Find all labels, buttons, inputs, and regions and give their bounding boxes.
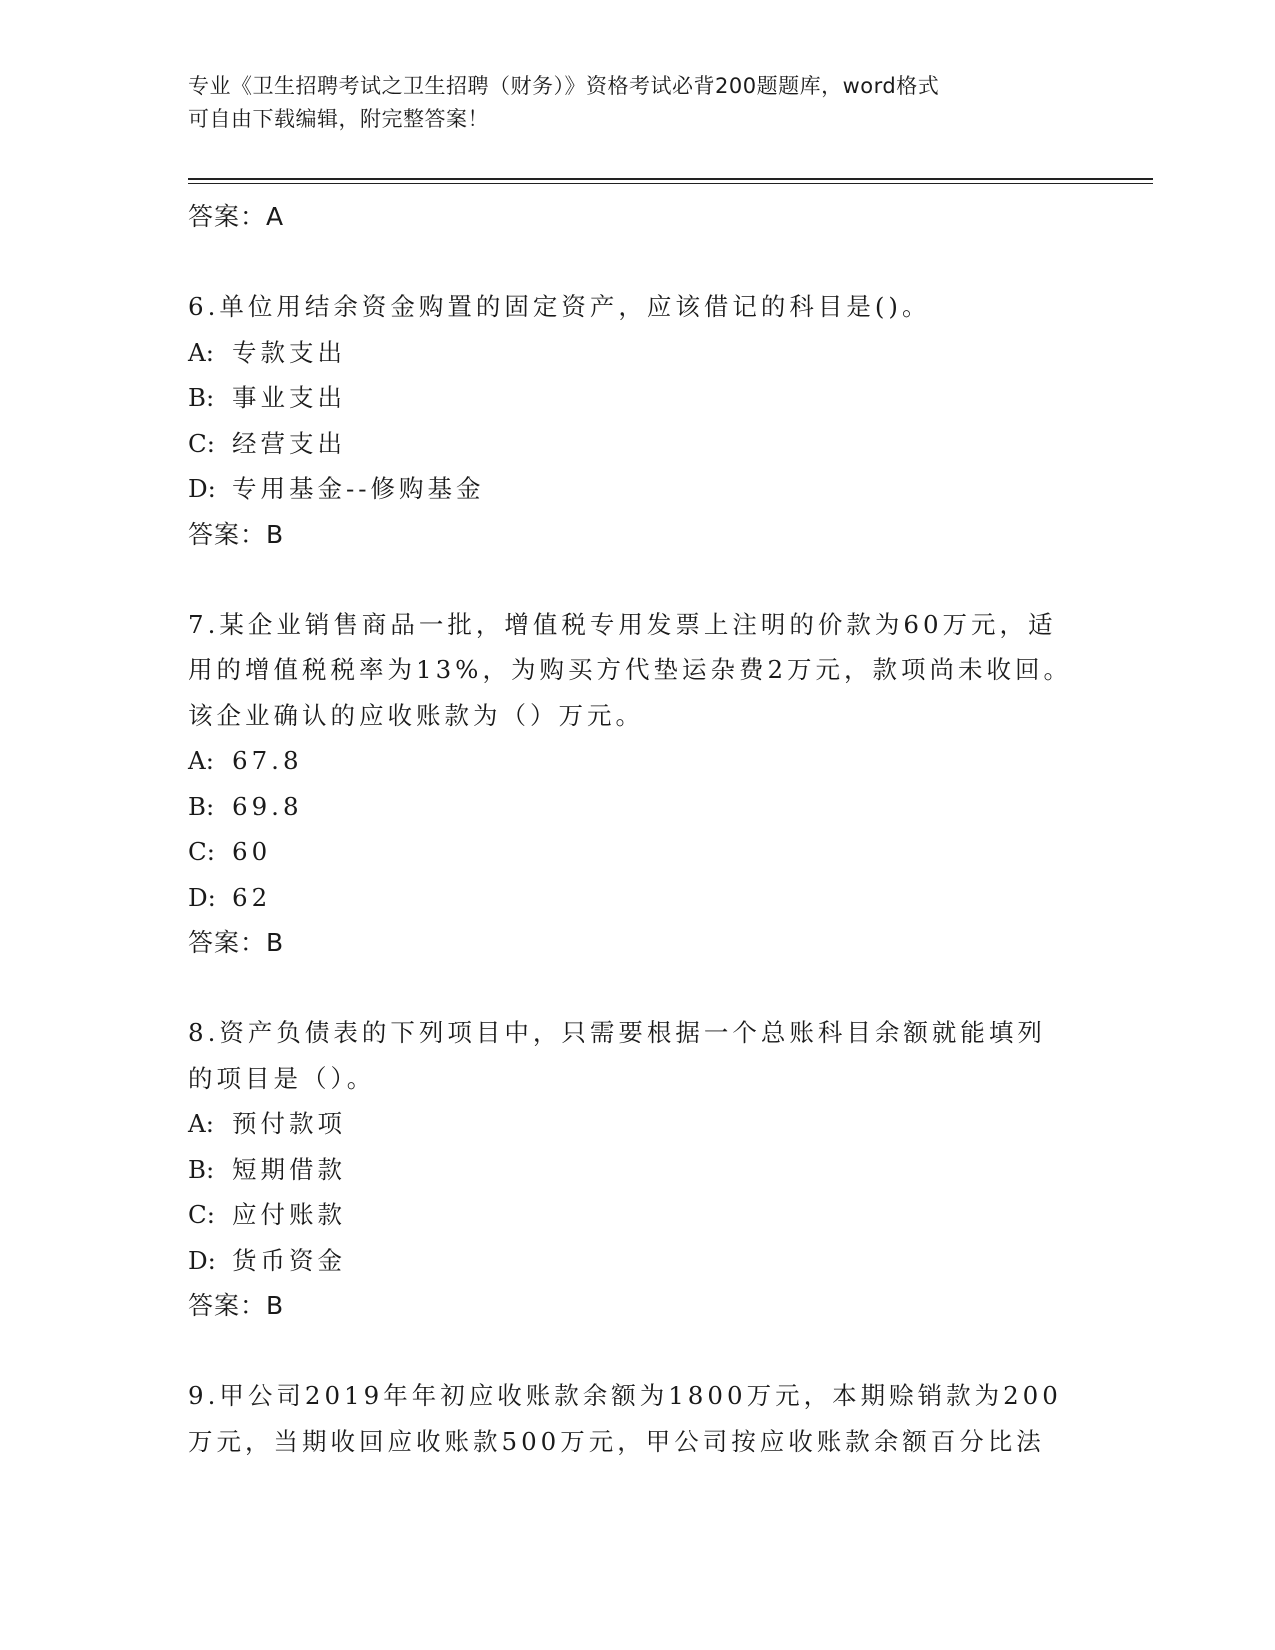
answer-option: [188, 375, 1153, 421]
answer-option: [188, 784, 1153, 830]
answer-line: 答案：B: [188, 1291, 285, 1320]
option-text: 应付账款: [232, 1200, 346, 1229]
answer-option: [188, 466, 1153, 512]
answer-line: 答案：B: [188, 928, 285, 957]
answer-option: [188, 330, 1153, 376]
answer-option: [188, 1238, 1153, 1284]
document-page: [188, 70, 1153, 1464]
option-text: 60: [232, 837, 272, 866]
option-letter: A:: [188, 1109, 214, 1138]
answer-option: [188, 1101, 1153, 1147]
answer-option: [188, 1147, 1153, 1193]
question-text-line: 7.某企业销售商品一批，增值税专用发票上注明的价款为60万元，适: [188, 609, 1057, 639]
answer-line: 答案：A: [188, 202, 285, 231]
option-text: 62: [232, 882, 272, 912]
header-title-line-2: 可自由下载编辑，附完整答案！: [188, 107, 489, 131]
option-text: 货币资金: [232, 1245, 346, 1275]
question-list: [188, 284, 1153, 1464]
option-letter: C:: [188, 1200, 216, 1229]
question-block: [188, 1010, 1153, 1328]
question-text-line: 的项目是（）。: [188, 1063, 376, 1093]
option-text: 事业支出: [232, 383, 346, 412]
option-letter: C:: [188, 428, 216, 458]
option-letter: A:: [188, 746, 214, 775]
question-text-line: 用的增值税税率为13%，为购买方代垫运杂费2万元，款项尚未收回。: [188, 655, 1073, 684]
option-letter: A:: [188, 337, 214, 367]
header-divider-thick: [188, 178, 1153, 180]
option-letter: B:: [188, 791, 215, 821]
question-text-line: 8.资产负债表的下列项目中，只需要根据一个总账科目余额就能填列: [188, 1018, 1046, 1047]
option-letter: B:: [188, 383, 215, 412]
answer-option: [188, 829, 1153, 875]
option-text: 预付款项: [232, 1109, 346, 1138]
option-letter: B:: [188, 1154, 215, 1184]
question-text-line: 6.单位用结余资金购置的固定资产，应该借记的科目是()。: [188, 292, 931, 321]
answer-option: [188, 1192, 1153, 1238]
option-text: 专款支出: [232, 337, 346, 367]
answer-option: [188, 875, 1153, 921]
answer-option: [188, 738, 1153, 784]
option-text: 专用基金--修购基金: [232, 474, 485, 503]
question-text-line: 该企业确认的应收账款为（）万元。: [188, 700, 644, 730]
option-letter: D:: [188, 474, 216, 503]
option-letter: C:: [188, 837, 216, 866]
header-title-line-1: 专业《卫生招聘考试之卫生招聘（财务）》资格考试必背200题题库，word格式: [188, 74, 940, 98]
option-text: 短期借款: [232, 1154, 346, 1184]
question-text-line: 9.甲公司2019年年初应收账款余额为1800万元，本期赊销款为200: [188, 1381, 1062, 1410]
document-header: [188, 70, 1153, 136]
option-letter: D:: [188, 882, 216, 912]
question-text-line: 万元，当期收回应收账款500万元，甲公司按应收账款余额百分比法: [188, 1426, 1045, 1456]
question-block: [188, 284, 1153, 557]
option-letter: D:: [188, 1245, 216, 1275]
answer-option: [188, 421, 1153, 467]
question-block: [188, 1373, 1153, 1464]
answer-line: 答案：B: [188, 519, 285, 549]
option-text: 69.8: [232, 791, 303, 821]
header-divider-thin: [188, 183, 1153, 184]
option-text: 67.8: [232, 746, 303, 775]
option-text: 经营支出: [232, 428, 346, 458]
question-block: [188, 602, 1153, 966]
